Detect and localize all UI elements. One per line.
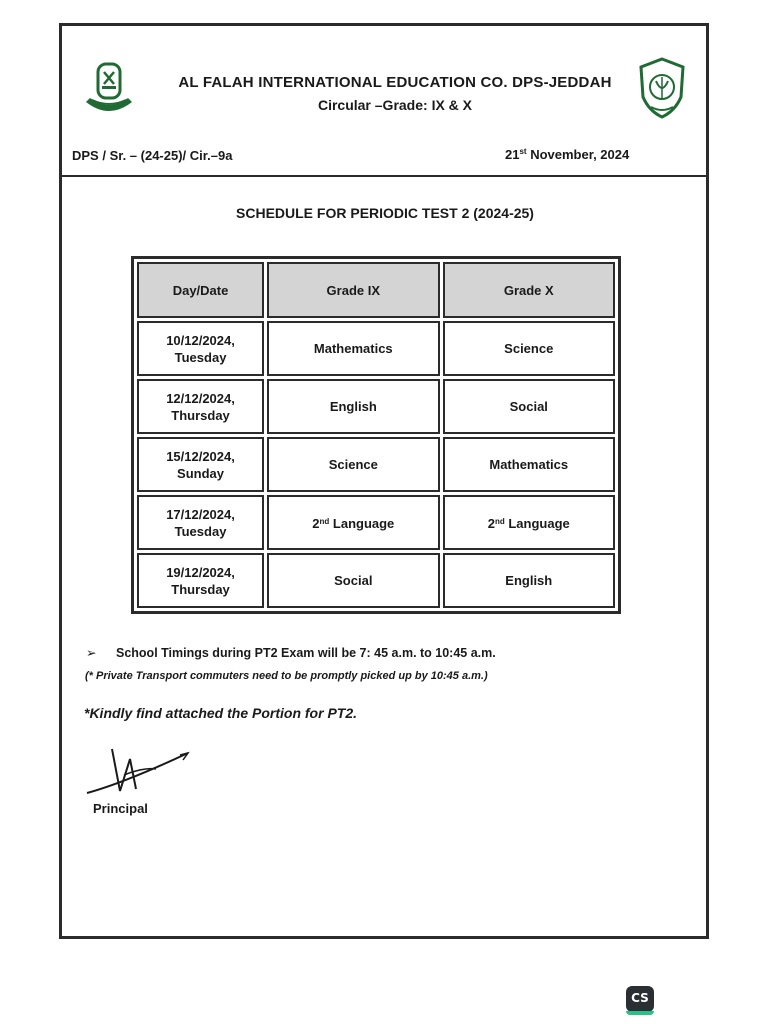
column-header-grade-ix: Grade IX <box>267 262 439 318</box>
camscanner-badge-icon: CS <box>626 986 654 1012</box>
day-text: Tuesday <box>174 523 227 539</box>
day-date-cell <box>137 437 264 492</box>
subject-number-suffix: nd <box>319 517 330 526</box>
day-date-cell <box>137 321 264 376</box>
reference-number: DPS / Sr. – (24-25)/ Cir.–9a <box>72 148 233 163</box>
table-header-row <box>137 262 615 318</box>
transport-note: (* Private Transport commuters need to be promptly picked up by 10:45 a.m.) <box>85 670 488 682</box>
grade-x-subject: Mathematics <box>443 437 615 492</box>
principal-signature <box>84 745 194 800</box>
day-date-cell <box>137 553 264 608</box>
grade-ix-subject: English <box>267 379 439 434</box>
day-text: Tuesday <box>174 349 227 365</box>
date-text: 15/12/2024, <box>166 448 235 464</box>
table-row <box>137 553 615 608</box>
date-suffix: st <box>519 147 527 156</box>
exam-timings-note <box>86 645 496 660</box>
school-crest-logo <box>78 58 140 120</box>
subject-number: 2 <box>487 516 495 531</box>
table-row <box>137 379 615 434</box>
dps-emblem-logo <box>637 57 687 119</box>
circular-subtitle: Circular –Grade: IX & X <box>317 97 473 113</box>
date-text: 10/12/2024, <box>166 332 235 348</box>
grade-x-subject: Social <box>443 379 615 434</box>
grade-x-subject: Science <box>443 321 615 376</box>
date-day: 21 <box>505 147 520 162</box>
table-row <box>137 321 615 376</box>
circular-date <box>505 147 629 162</box>
column-header-grade-x: Grade X <box>443 262 615 318</box>
day-text: Sunday <box>177 465 225 481</box>
subject-rest: Language <box>329 516 395 531</box>
grade-ix-subject: Mathematics <box>267 321 439 376</box>
date-text: 17/12/2024, <box>166 506 235 522</box>
grade-x-subject <box>443 495 615 550</box>
grade-ix-subject <box>267 495 439 550</box>
date-text: 12/12/2024, <box>166 390 235 406</box>
portion-note: *Kindly find attached the Portion for PT2. <box>84 705 358 721</box>
subject-rest: Language <box>504 516 570 531</box>
day-text: Thursday <box>171 407 230 423</box>
arrow-bullet-icon: ➢ <box>86 646 97 660</box>
column-header-day-date: Day/Date <box>137 262 264 318</box>
subject-number: 2 <box>312 516 320 531</box>
table-row <box>137 437 615 492</box>
exam-timings-text: School Timings during PT2 Exam will be 7: 45 a.m. to 10:45 a.m. <box>116 646 496 660</box>
grade-ix-subject: Social <box>267 553 439 608</box>
grade-ix-subject: Science <box>267 437 439 492</box>
table-row <box>137 495 615 550</box>
principal-label: Principal <box>93 801 148 816</box>
schedule-title: SCHEDULE FOR PERIODIC TEST 2 (2024-25) <box>236 205 534 221</box>
institution-title: AL FALAH INTERNATIONAL EDUCATION CO. DPS-JEDDAH <box>178 74 612 91</box>
day-text: Thursday <box>171 581 230 597</box>
day-date-cell <box>137 495 264 550</box>
schedule-table <box>131 256 621 614</box>
day-date-cell <box>137 379 264 434</box>
date-text: 19/12/2024, <box>166 564 235 580</box>
date-rest: November, 2024 <box>526 147 630 162</box>
grade-x-subject: English <box>443 553 615 608</box>
header-divider <box>62 175 706 177</box>
subject-number-suffix: nd <box>494 517 505 526</box>
